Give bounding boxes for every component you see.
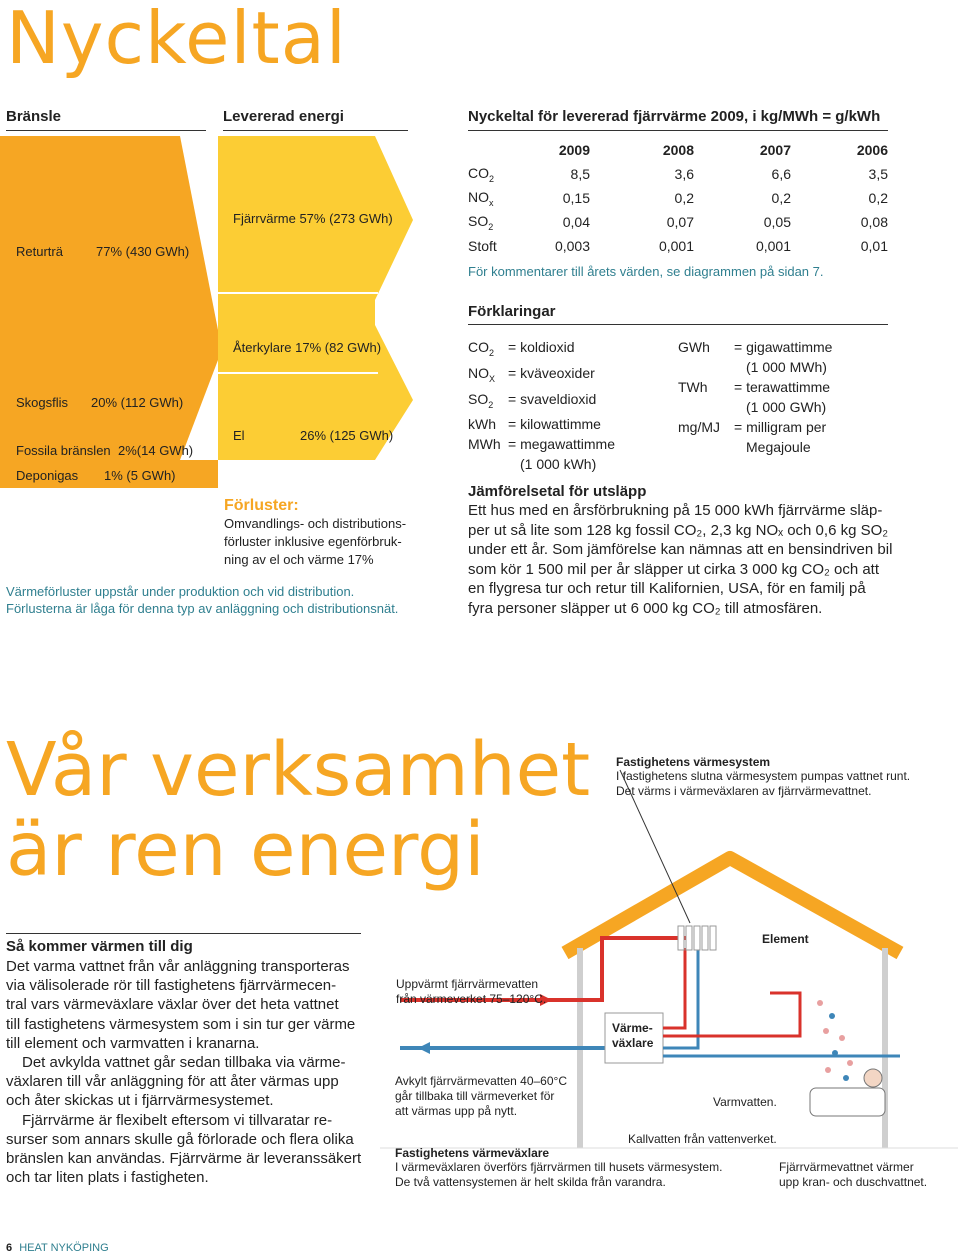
system-title: Fastighetens värmesystem — [616, 755, 771, 769]
table-row: $SO_2$ 0,04 0,07 0,05 0,08 — [468, 212, 888, 232]
heat-exchanger-label: Värme- växlare — [612, 1021, 654, 1050]
radiator-element — [678, 926, 716, 950]
bathtub — [810, 1088, 885, 1116]
element-label: Element — [762, 932, 809, 946]
shower-drops — [817, 1000, 853, 1081]
hot-water-label: Varmvatten. — [713, 1095, 777, 1109]
system-text: I fastighetens slutna värmesystem pumpas vattnet runt. Det värms i värmeväxlaren av fjärrvärmevattnet. — [616, 769, 911, 798]
footer — [6, 1242, 109, 1254]
losses-note: Värmeförluster uppstår under produktion och vid distribution. Förlusterna är låga för denna typ av anläggning och distributionsnät. — [6, 584, 399, 616]
cold-water-label: Kallvatten från vattenverket. — [628, 1132, 777, 1146]
fjarrvarme-label: Fjärrvärme 57% (273 GWh) — [233, 211, 393, 226]
keytable-header-row: 2009 2008 2007 2006 — [558, 142, 888, 158]
column-heading-fuel: Bränsle — [6, 108, 62, 125]
skogsflis-value: 20% (112 GWh) — [91, 395, 184, 410]
returtra-label: Returträ — [16, 244, 63, 259]
fossila-label: Fossila bränslen — [16, 443, 111, 458]
fossila-value: 2%(14 GWh) — [118, 443, 194, 458]
comparison-text: Ett hus med en årsförbrukning på 15 000 kWh fjärrvärme släp- per ut så lite som 128 kg fossil CO₂, 2,3 kg NOₓ och 0,6 kg SO₂ under ett år. Som jämförelse kan nämnas att en bensindriven bil som kör 1 500 mil per år släpper ut cirka 3 000 kg CO₂ och att en flygresa tur och retur till Kalifornien, USA, för en familj på fyra personer släpper ut 6 000 kg CO₂ till atmosfären. — [468, 502, 893, 617]
cold-arrow — [418, 1042, 430, 1054]
table-row: Stoft 0,003 0,001 0,001 0,01 — [468, 238, 888, 254]
comparison-title: Jämförelsetal för utsläpp — [468, 483, 647, 500]
fuel-flow-shape — [0, 136, 218, 460]
losses-text: Omvandlings- och distributions- förluster inklusive egenförbruk- ning av el och värme 17% — [224, 516, 407, 567]
footer-brand: HEAT NYKÖPING — [19, 1242, 109, 1254]
keytable — [468, 138, 888, 258]
el-label: El — [233, 428, 245, 443]
page-number: 6 — [6, 1242, 13, 1254]
intro-title: Så kommer värmen till dig — [6, 938, 193, 955]
secondary-cold-pipe — [663, 948, 698, 1048]
aterkylare-label: Återkylare 17% (82 GWh) — [233, 340, 382, 355]
page-title: Nyckeltal — [6, 0, 347, 80]
energy-flow-diagram — [0, 130, 430, 460]
section-heading: Vår verksamhet är ren energi — [6, 727, 591, 893]
losses-title: Förluster: — [224, 497, 299, 514]
deponigas-value: 1% (5 GWh) — [104, 468, 176, 483]
table-row: $NO_x$ 0,15 0,2 0,2 0,2 — [468, 188, 888, 208]
explanations-title: Förklaringar — [468, 303, 556, 320]
keytable-comment: För kommentarer till årets värden, se diagrammen på sidan 7. — [468, 264, 824, 279]
district-heating-diagram — [380, 748, 958, 1198]
column-heading-delivered: Levererad energi — [223, 108, 344, 125]
exchanger-text: I värmeväxlaren överförs fjärrvärmen till husets värmesystem. De två vattensystemen är helt skilda från varandra. — [395, 1160, 723, 1189]
el-value: 26% (125 GWh) — [300, 428, 394, 443]
intro-text: Det varma vattnet från vår anläggning transporteras via välisolerade rör till fastighetens fjärrvärmecen- tral vars värmeväxlare växlar över det heta vattnet till fastighetens värmesystem som i sin tur ger värme till element och varmvatten i kranarna. Det avkylda vattnet går sedan tillbaka via värme- växlaren till vår anläggning för att åter värmas upp och åter skickas ut i fjärrvärmesystemet. Fjärrvärme är flexibelt eftersom vi tillvaratar re- surser som annars skulle gå förlorade och flera olika bränslen kan användas. Fjärrvärme är leveranssäkert och tar liten plats i fastigheten. — [6, 958, 362, 1187]
table-row: $CO_2$ 8,5 3,6 6,6 3,5 — [468, 164, 888, 184]
warm-water-label: Uppvärmt fjärrvärmevatten från värmeverket 75–120°C. — [396, 977, 547, 1006]
returtra-value: 77% (430 GWh) — [96, 244, 190, 259]
exchanger-title: Fastighetens värmeväxlare — [395, 1146, 550, 1160]
person-head — [864, 1069, 882, 1087]
delivered-flow-shape — [218, 136, 413, 460]
skogsflis-label: Skogsflis — [16, 395, 69, 410]
cold-pipe — [400, 1048, 618, 1058]
tap-water-label: Fjärrvärmevattnet värmer upp kran- och duschvattnet. — [779, 1160, 928, 1189]
secondary-hot-pipe — [663, 948, 685, 1028]
cooled-water-label: Avkylt fjärrvärmevatten 40–60°C går tillbaka till värmeverket för att värmas upp på nytt. — [395, 1074, 567, 1118]
explanations-right: GWh = gigawattimme (1 000 MWh) TWh = terawattimme (1 000 GWh) mg/MJ = milligram per Megajoule — [678, 339, 833, 455]
deponigas-label: Deponigas — [16, 468, 79, 483]
explanations-left: $CO_2$ = koldioxid $NO_X$ = kväveoxider $SO_2$ = svaveldioxid kWh = kilowattimme MWh = megawattimme (1 000 kWh) — [468, 339, 615, 473]
keytable-title: Nyckeltal för levererad fjärrvärme 2009, i kg/MWh = g/kWh — [468, 108, 881, 125]
